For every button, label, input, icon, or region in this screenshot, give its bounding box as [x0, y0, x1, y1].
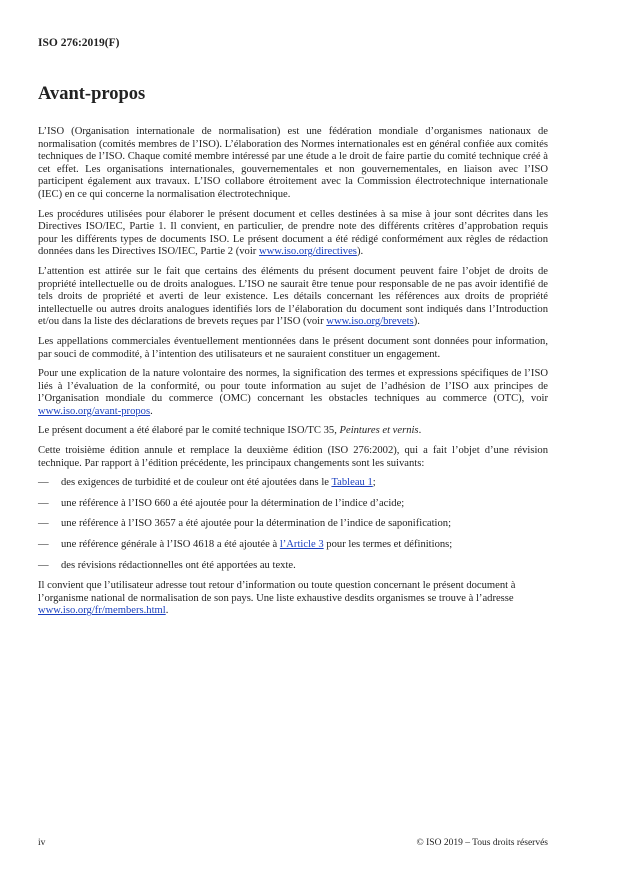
- list-item: [38, 498, 548, 511]
- text: .: [150, 405, 153, 417]
- dash: —: [38, 539, 49, 551]
- text: .: [418, 425, 422, 437]
- text: pour les termes et définitions;: [323, 539, 453, 551]
- link-members[interactable]: www.iso.org/fr/members.html: [38, 605, 166, 617]
- dash: —: [38, 559, 49, 571]
- paragraph-patents: [38, 266, 548, 329]
- text: Il convient que l’utilisateur adresse tout retour d’information ou toute question concernant le présent document à l’organisme national de normalisation de son pays. Une liste exhaustive desdits organismes se trouve à l’adresse: [38, 580, 516, 604]
- paragraph-procedures: [38, 209, 548, 259]
- link-tableau-1[interactable]: Tableau 1: [331, 477, 373, 489]
- text: Le présent document a été élaboré par le comité technique ISO/TC 35,: [38, 425, 340, 437]
- link-article-3[interactable]: l’Article 3: [279, 539, 324, 551]
- paragraph-edition: Cette troisième édition annule et remplace la deuxième édition (ISO 276:2002), qui a fait l’objet d’une révision technique. Par rapport à l’édition précédente, les principaux changements sont les suivants:: [38, 445, 548, 469]
- paragraph-iso-intro: L’ISO (Organisation internationale de normalisation) est une fédération mondiale d’organismes nationaux de normalisation (comités membres de l’ISO). L’élaboration des Normes internationales est en général confiée aux comités techniques de l’ISO. Chaque comité membre intéressé par une étude a le droit de faire partie du comité technique créé à cet effet. Les organisations internationales, gouvernementales et non gouvernementales, en liaison avec l’ISO participent également aux travaux. L’ISO collabore étroitement avec la Commission électrotechnique internationale (IEC) en ce qui concerne la normalisation électrotechnique.: [38, 126, 548, 200]
- page-title: Avant-propos: [38, 84, 146, 104]
- text: .: [165, 605, 169, 617]
- copyright: © ISO 2019 – Tous droits réservés: [416, 838, 548, 848]
- text: une référence à l’ISO 660 a été ajoutée pour la détermination de l’indice d’acide;: [61, 497, 405, 509]
- link-avant-propos[interactable]: www.iso.org/avant-propos: [38, 405, 151, 417]
- paragraph-trade-names: Les appellations commerciales éventuellement mentionnées dans le présent document sont données pour information, par souci de commodité, à l’intention des utilisateurs et ne sauraient constituer un engagement.: [38, 335, 548, 360]
- dash: —: [38, 518, 49, 530]
- paragraph-feedback: [38, 580, 548, 618]
- link-directives[interactable]: www.iso.org/directives: [258, 246, 357, 258]
- list-item: [38, 518, 548, 531]
- text: ).: [413, 316, 420, 328]
- document-body: [38, 126, 548, 625]
- text: des révisions rédactionnelles ont été apportées au texte.: [61, 559, 296, 571]
- list-item-text: [61, 477, 376, 490]
- list-item: [38, 560, 548, 573]
- list-item-text: [61, 539, 452, 552]
- paragraph-committee: [38, 425, 548, 438]
- text: Pour une explication de la nature volontaire des normes, la signification des termes et expressions spécifiques de l’ISO liés à l’évaluation de la conformité, ou pour toute information au sujet de l’adhésion de l’ISO aux principes de l’Organisation mondiale du commerce (OMC) concernant les obstacles techniques au commerce (OTC), voir: [38, 368, 548, 405]
- paragraph-voluntary-nature: [38, 368, 548, 418]
- text: Les procédures utilisées pour élaborer le présent document et celles destinées à sa mise à jour sont décrites dans les Directives ISO/IEC, Partie 1. Il convient, en particulier, de prendre note des différents critères d’approbation requis pour les différents types de documents ISO. Le présent document a été rédigé conformément aux règles de rédaction données dans les Directives ISO/IEC, Partie 2 (voir: [38, 208, 548, 258]
- committee-name: Peintures et vernis: [339, 425, 419, 437]
- text: une référence à l’ISO 3657 a été ajoutée pour la détermination de l’indice de saponification;: [61, 518, 452, 530]
- link-brevets[interactable]: www.iso.org/brevets: [326, 316, 414, 328]
- text: L’attention est attirée sur le fait que certains des éléments du présent document peuvent faire l’objet de droits de propriété intellectuelle ou de droits analogues. L’ISO ne saurait être tenue pour responsable de ne pas avoir identifié de tels droits de propriété et averti de leur existence. Les détails concernant les références aux droits de propriété intellectuelle ou autres droits analogues identifiés lors de l’élaboration du document sont indiqués dans l’Introduction et/ou dans la liste des déclarations de brevets reçues par l’ISO (voir: [38, 265, 548, 328]
- dash: —: [38, 497, 49, 509]
- list-item: [38, 539, 548, 552]
- document-header: ISO 276:2019(F): [38, 37, 120, 49]
- list-item: [38, 477, 548, 490]
- text: ;: [372, 477, 376, 489]
- text: une référence générale à l’ISO 4618 a été ajoutée à: [61, 539, 280, 551]
- text: ).: [356, 246, 364, 258]
- text: des exigences de turbidité et de couleur ont été ajoutées dans le: [61, 477, 332, 489]
- dash: —: [38, 477, 49, 489]
- page-number: iv: [38, 838, 46, 848]
